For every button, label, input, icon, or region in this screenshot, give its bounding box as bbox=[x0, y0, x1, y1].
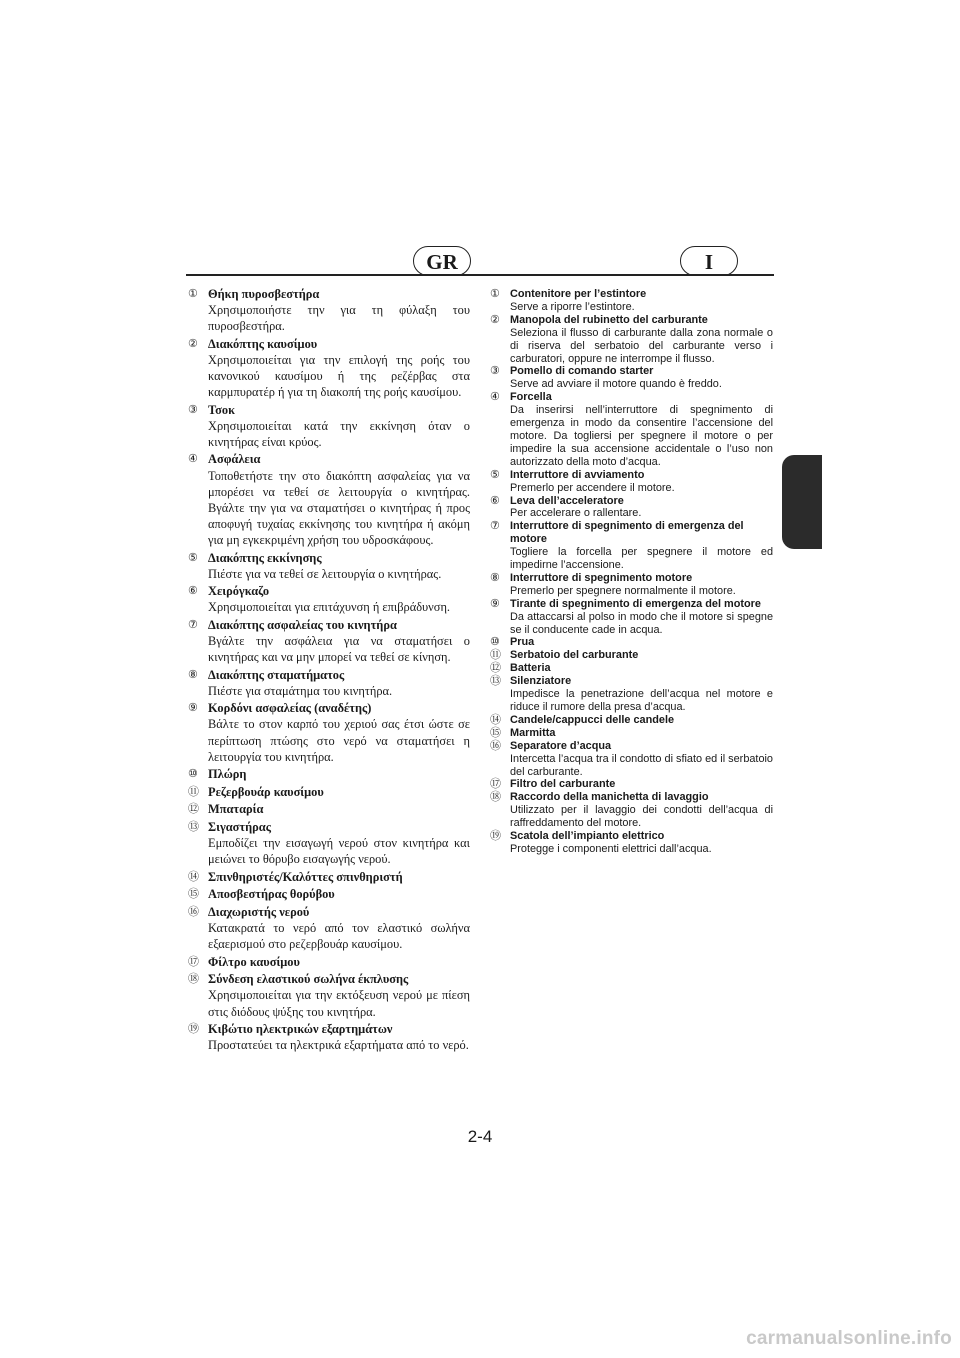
list-item bbox=[188, 869, 470, 885]
item-description: Da attaccarsi al polso in modo che il motore si spegne se il conducente cade in acqua. bbox=[510, 610, 773, 636]
item-description: Πιέστε για να τεθεί σε λειτουργία ο κινητήρας. bbox=[208, 566, 442, 581]
item-number: ⑥ bbox=[490, 494, 500, 507]
item-number: ⑲ bbox=[188, 1023, 199, 1036]
item-description: Προστατεύει τα ηλεκτρικά εξαρτήματα από το νερό. bbox=[208, 1038, 469, 1053]
item-number: ⑪ bbox=[188, 785, 199, 798]
item-number: ① bbox=[490, 288, 500, 300]
list-item bbox=[188, 1021, 470, 1053]
item-number: ⑲ bbox=[490, 830, 501, 843]
item-title: Interruttore di spegnimento di emergenza del motore bbox=[510, 520, 744, 546]
list-item bbox=[490, 830, 773, 856]
item-number: ② bbox=[188, 337, 198, 350]
list-item bbox=[490, 314, 773, 366]
item-number: ⑬ bbox=[188, 821, 199, 833]
item-number: ④ bbox=[188, 453, 198, 466]
list-item bbox=[490, 520, 773, 572]
list-item bbox=[490, 662, 773, 675]
item-description: Utilizzato per il lavaggio dei condotti dell’acqua di raffreddamento del motore. bbox=[510, 804, 773, 830]
list-item bbox=[490, 495, 773, 521]
item-title: Interruttore di spegnimento motore bbox=[510, 571, 693, 584]
item-number: ⑫ bbox=[188, 803, 199, 816]
language-tag-gr: GR bbox=[413, 246, 471, 276]
item-title: Separatore d’acqua bbox=[510, 739, 612, 752]
item-number: ⑨ bbox=[188, 702, 198, 715]
item-number: ⑥ bbox=[188, 585, 198, 598]
page-number: 2-4 bbox=[467, 1127, 493, 1146]
item-description: Χρησιμοποιείται κατά την εκκίνηση όταν ο κινητήρας είναι κρύος. bbox=[208, 418, 470, 449]
item-description: Protegge i componenti elettrici dall’acqua. bbox=[510, 842, 712, 855]
watermark: carmanualsonline.info bbox=[746, 1328, 952, 1349]
item-description: Serve ad avviare il motore quando è freddo. bbox=[510, 378, 722, 391]
item-description: Per accelerare o rallentare. bbox=[510, 507, 642, 520]
item-description: Εμποδίζει την εισαγωγή νερού στον κινητήρα και μειώνει το θόρυβο εισαγωγής νερού. bbox=[208, 836, 470, 867]
list-item bbox=[490, 469, 773, 495]
item-title: Διαχωριστής νερού bbox=[208, 904, 310, 919]
item-number: ② bbox=[490, 313, 500, 326]
item-title: Interruttore di avviamento bbox=[510, 468, 645, 481]
item-number: ⑭ bbox=[490, 713, 501, 726]
item-title: Forcella bbox=[510, 391, 552, 404]
list-item bbox=[490, 675, 773, 714]
greek-column bbox=[188, 286, 470, 1055]
item-title: Πλώρη bbox=[208, 767, 247, 782]
item-title: Σιγαστήρας bbox=[208, 820, 271, 834]
item-title: Θήκη πυροσβεστήρα bbox=[208, 287, 320, 301]
item-title: Ρεζερβουάρ καυσίμου bbox=[208, 784, 324, 799]
list-item bbox=[490, 778, 773, 791]
item-number: ⑰ bbox=[188, 955, 199, 968]
item-number: ⑨ bbox=[490, 597, 500, 610]
item-number: ⑰ bbox=[490, 778, 501, 791]
item-number: ⑦ bbox=[188, 618, 198, 631]
list-item bbox=[490, 365, 773, 391]
item-number: ⑮ bbox=[188, 888, 199, 901]
section-thumb-tab bbox=[782, 455, 822, 549]
item-title: Filtro del carburante bbox=[510, 778, 616, 791]
list-item bbox=[490, 391, 773, 468]
item-number: ⑭ bbox=[188, 870, 199, 883]
item-title: Διακόπτης ασφαλείας του κινητήρα bbox=[208, 617, 397, 632]
list-item bbox=[188, 954, 470, 970]
item-description: Impedisce la penetrazione dell’acqua nel motore e riduce il rumore della presa d’acqua. bbox=[510, 688, 773, 713]
item-title: Candele/cappucci delle candele bbox=[510, 713, 675, 726]
list-item bbox=[188, 617, 470, 665]
item-number: ① bbox=[188, 288, 198, 300]
item-title: Ασφάλεια bbox=[208, 452, 261, 467]
item-number: ③ bbox=[188, 403, 198, 416]
item-description: Τοποθετήστε την στο διακόπτη ασφαλείας για να μπορέσει να τεθεί σε λειτουργία ο κινητήρας. Βγάλτε την για να σταματήσει ο κινητήρας ή προς αποφυγή τυχαίας εκκίνησης του κινητήρα ή ακόμη για μη εγκεκριμένη χρήση του υδροσκάφους. bbox=[208, 468, 470, 547]
item-title: Διακόπτης καυσίμου bbox=[208, 336, 318, 351]
list-item bbox=[490, 649, 773, 662]
list-item bbox=[188, 904, 470, 952]
item-description: Χρησιμοποιείται για την εκτόξευση νερού με πίεση στις διόδους ψύξης του κινητήρα. bbox=[208, 988, 470, 1019]
item-title: Serbatoio del carburante bbox=[510, 649, 639, 662]
item-description: Serve a riporre l’estintore. bbox=[510, 300, 635, 313]
item-title: Σπινθηριστές/Καλόττες σπινθηριστή bbox=[208, 869, 403, 884]
item-title: Prua bbox=[510, 636, 535, 649]
item-number: ⑯ bbox=[490, 739, 501, 752]
list-item bbox=[188, 336, 470, 400]
item-description: Κατακρατά το νερό από τον ελαστικό σωλήνα εξαερισμού στο ρεζερβουάρ καυσίμου. bbox=[208, 921, 470, 952]
item-title: Raccordo della manichetta di lavaggio bbox=[510, 791, 709, 804]
item-number: ⑬ bbox=[490, 675, 501, 688]
item-title: Tirante di spegnimento di emergenza del motore bbox=[510, 597, 761, 610]
item-number: ⑩ bbox=[188, 768, 198, 781]
item-description: Χρησιμοποιείται για την επιλογή της ροής του κανονικού καυσίμου ή της ρεζέρβας στα καρμπυρατέρ ή για τη διακοπή της ροής καυσίμου. bbox=[208, 352, 470, 400]
item-number: ⑧ bbox=[188, 668, 198, 681]
item-title: Scatola dell’impianto elettrico bbox=[510, 830, 665, 843]
item-description: Χρησιμοποιείται για επιτάχυνση ή επιβράδυνση. bbox=[208, 600, 451, 615]
item-number: ③ bbox=[490, 365, 500, 378]
item-title: Pomello di comando starter bbox=[510, 365, 654, 378]
list-item bbox=[188, 886, 470, 902]
list-item bbox=[490, 288, 773, 314]
item-description: Intercetta l’acqua tra il condotto di sfiato ed il serbatoio del carburante. bbox=[510, 752, 773, 778]
list-item bbox=[188, 550, 470, 582]
item-number: ⑤ bbox=[188, 551, 198, 564]
item-description: Da inserirsi nell’interruttore di spegnimento di emergenza in modo da consentire l’accensione del motore. Da togliersi per spegnere il motore o per impedire la sua accensione accidentale o l’uso non autorizzato della moto d’acqua. bbox=[510, 404, 773, 468]
list-item bbox=[188, 451, 470, 548]
item-description: Βγάλτε την ασφάλεια για να σταματήσει ο κινητήρας και να μην μπορεί να τεθεί σε κίνηση. bbox=[208, 633, 470, 665]
list-item bbox=[490, 636, 773, 649]
list-item bbox=[188, 801, 470, 817]
page-header bbox=[186, 246, 774, 278]
item-description: Seleziona il flusso di carburante dalla zona normale o di riserva del serbatoio del carburante verso i carburatori, oppure ne interrompe il flusso. bbox=[510, 326, 773, 365]
list-item bbox=[188, 667, 470, 699]
list-item bbox=[490, 714, 773, 727]
item-title: Τσοκ bbox=[208, 402, 235, 417]
list-item bbox=[188, 700, 470, 764]
list-item bbox=[490, 598, 773, 637]
list-item bbox=[188, 583, 470, 615]
list-item bbox=[188, 286, 470, 334]
item-title: Χειρόγκαζο bbox=[208, 584, 270, 599]
list-item bbox=[490, 572, 773, 598]
item-title: Φίλτρο καυσίμου bbox=[208, 954, 300, 969]
item-number: ⑪ bbox=[490, 649, 501, 662]
item-description: Πιέστε για σταμάτημα του κινητήρα. bbox=[208, 683, 393, 698]
list-item bbox=[490, 791, 773, 830]
item-number: ⑤ bbox=[490, 468, 500, 481]
italian-column bbox=[490, 288, 773, 856]
item-title: Κιβώτιο ηλεκτρικών εξαρτημάτων bbox=[208, 1022, 393, 1037]
item-title: Κορδόνι ασφαλείας (αναδέτης) bbox=[208, 701, 372, 716]
item-description: Χρησιμοποιήστε την για τη φύλαξη του πυροσβεστήρα. bbox=[208, 303, 470, 334]
item-description: Premerlo per accendere il motore. bbox=[510, 481, 675, 494]
item-title: Σύνδεση ελαστικού σωλήνα έκπλυσης bbox=[208, 972, 409, 987]
item-number: ⑧ bbox=[490, 571, 500, 584]
item-number: ⑦ bbox=[490, 520, 500, 533]
item-title: Manopola del rubinetto del carburante bbox=[510, 313, 708, 326]
item-title: Αποσβεστήρας θορύβου bbox=[208, 887, 335, 902]
item-number: ⑱ bbox=[188, 973, 199, 986]
item-number: ⑩ bbox=[490, 636, 500, 649]
header-rule bbox=[186, 274, 774, 276]
item-title: Leva dell’acceleratore bbox=[510, 494, 624, 507]
list-item bbox=[490, 740, 773, 779]
item-number: ⑯ bbox=[188, 905, 199, 918]
item-title: Silenziatore bbox=[510, 675, 572, 688]
language-tag-it: I bbox=[680, 246, 738, 276]
item-number: ⑫ bbox=[490, 662, 501, 675]
list-item bbox=[188, 402, 470, 450]
list-item bbox=[188, 766, 470, 782]
item-number: ⑱ bbox=[490, 791, 501, 804]
list-item bbox=[490, 727, 773, 740]
item-title: Batteria bbox=[510, 662, 551, 675]
list-item bbox=[188, 819, 470, 867]
item-number: ⑮ bbox=[490, 726, 501, 739]
item-title: Διακόπτης εκκίνησης bbox=[208, 550, 322, 565]
list-item bbox=[188, 971, 470, 1019]
item-title: Contenitore per l’estintore bbox=[510, 288, 647, 300]
item-number: ④ bbox=[490, 391, 500, 404]
item-title: Διακόπτης σταματήματος bbox=[208, 667, 345, 682]
item-description: Togliere la forcella per spegnere il motore ed impedirne l’accensione. bbox=[510, 546, 773, 572]
item-description: Premerlo per spegnere normalmente il motore. bbox=[510, 584, 736, 597]
item-title: Marmitta bbox=[510, 726, 556, 739]
item-description: Βάλτε το στον καρπό του χεριού σας έτσι ώστε σε περίπτωση πτώσης στο νερό να σταματήσει η λειτουργία του κινητήρα. bbox=[208, 717, 470, 764]
item-title: Μπαταρία bbox=[208, 802, 264, 817]
list-item bbox=[188, 784, 470, 800]
